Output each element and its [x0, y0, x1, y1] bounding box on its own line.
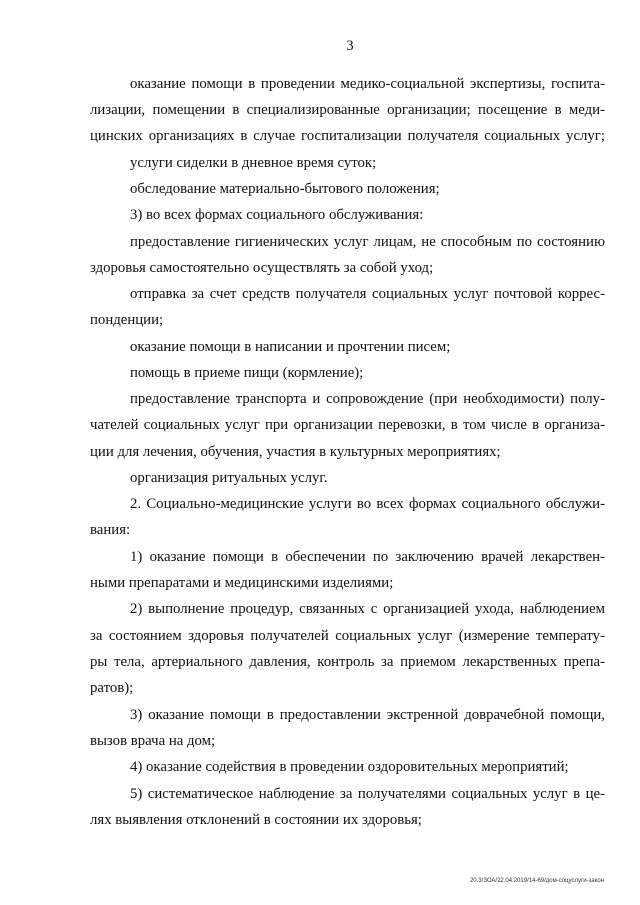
text-line: 1) оказание помощи в обеспечении по заключению врачей лекарствен-: [130, 549, 605, 565]
text-line: лизации, помещении в специализированные организации; посещение в меди-: [90, 102, 605, 118]
text-line: 3) оказание помощи в предоставлении экстренной доврачебной помощи,: [130, 707, 605, 723]
text-line: 5) систематическое наблюдение за получателями социальных услуг в це-: [130, 786, 605, 802]
text-line: цинских организациях в случае госпитализации получателя социальных услуг;: [90, 128, 605, 144]
text-line: предоставление транспорта и сопровождение (при необходимости) полу-: [130, 391, 605, 407]
text-line: здоровья самостоятельно осуществлять за собой уход;: [90, 260, 434, 276]
text-line: 3) во всех формах социального обслуживания:: [130, 207, 424, 223]
text-line: помощь в приеме пищи (кормление);: [130, 365, 364, 381]
text-line: оказание помощи в написании и прочтении писем;: [130, 339, 451, 355]
text-line: обследование материально-бытового положения;: [130, 181, 440, 197]
text-line: ры тела, артериального давления, контроль за приемом лекарственных препа-: [90, 654, 605, 670]
text-line: понденции;: [90, 312, 164, 328]
text-line: вания:: [90, 522, 131, 538]
text-line: чателей социальных услуг при организации перевозки, в том числе в организа-: [90, 417, 605, 433]
text-line: услуги сиделки в дневное время суток;: [130, 155, 377, 171]
text-line: вызов врача на дом;: [90, 733, 216, 749]
text-line: ратов);: [90, 680, 134, 696]
page-number: 3: [346, 38, 354, 54]
text-line: 2. Социально-медицинские услуги во всех формах социального обслужи-: [130, 496, 605, 512]
text-line: организация ритуальных услуг.: [130, 470, 328, 486]
text-line: 2) выполнение процедур, связанных с организацией ухода, наблюдением: [130, 601, 605, 617]
text-line: 4) оказание содействия в проведении оздоровительных мероприятий;: [130, 759, 569, 775]
document-footer-code: 20.3/ЗОА/22.04.2019/14-69/дом-соцуслуги-закон: [469, 878, 604, 884]
text-line: предоставление гигиенических услуг лицам, не способным по состоянию: [130, 234, 605, 250]
text-line: лях выявления отклонений в состоянии их здоровья;: [90, 812, 422, 828]
text-line: за состоянием здоровья получателей социальных услуг (измерение температу-: [90, 628, 605, 644]
text-line: ными препаратами и медицинскими изделиями;: [90, 575, 394, 591]
text-line: ции для лечения, обучения, участия в культурных мероприятиях;: [90, 444, 501, 460]
text-line: оказание помощи в проведении медико-социальной экспертизы, госпита-: [130, 76, 605, 92]
text-line: отправка за счет средств получателя социальных услуг почтовой коррес-: [130, 286, 605, 302]
